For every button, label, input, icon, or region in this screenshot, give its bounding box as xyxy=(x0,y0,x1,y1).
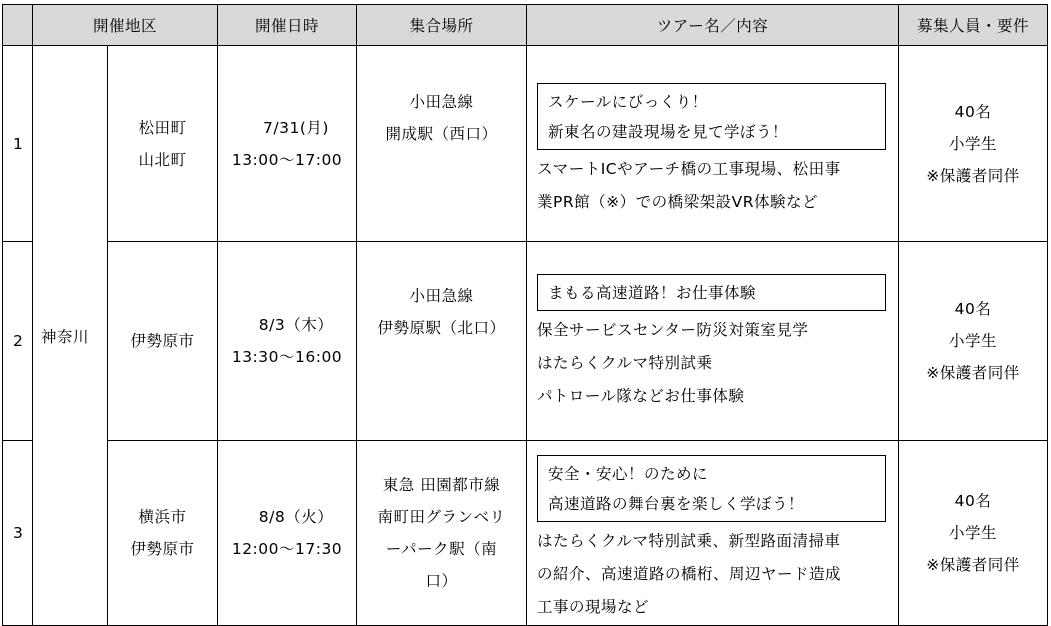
meeting-place-cell xyxy=(357,441,527,626)
recruitment-cell xyxy=(899,242,1048,441)
tour-name-line: スケールにびっくり！ xyxy=(548,93,708,111)
city-cell xyxy=(108,242,218,441)
place-line: 伊勢原駅（北口） xyxy=(377,319,506,337)
place-line: 東急 田園都市線 xyxy=(382,476,501,494)
header-recruitment: 募集人員・要件 xyxy=(899,5,1048,46)
recruitment-cell xyxy=(899,441,1048,626)
note-text: ※保護者同伴 xyxy=(926,166,1020,185)
detail-line: 業PR館（※）での橋梁架設VR体験など xyxy=(537,193,818,211)
date-text: 8/3（木） xyxy=(258,316,334,334)
detail-line: パトロール隊などお仕事体験 xyxy=(537,387,745,405)
detail-line: はたらくクルマ特別試乗、新型路面清掃車 xyxy=(537,532,841,550)
capacity-text: 40名 xyxy=(954,300,992,318)
table-row xyxy=(3,242,1048,441)
place-line: ーパーク駅（南 xyxy=(385,540,498,558)
table-row xyxy=(3,441,1048,626)
prefecture-cell: 神奈川 xyxy=(33,46,108,626)
tour-content-cell xyxy=(527,46,899,242)
place-line: 口） xyxy=(425,572,458,590)
meeting-place-cell xyxy=(357,242,527,441)
tour-details xyxy=(537,525,886,624)
target-text: 小学生 xyxy=(948,524,997,542)
capacity-text: 40名 xyxy=(954,492,992,510)
tour-name-box xyxy=(537,455,886,522)
capacity-text: 40名 xyxy=(954,102,992,121)
city-line: 横浜市 xyxy=(138,508,187,526)
city-line: 山北町 xyxy=(138,150,187,169)
time-text: 13:30～16:00 xyxy=(231,348,343,366)
tour-name-line: 安全・安心！のために xyxy=(548,465,709,483)
tour-details xyxy=(537,153,886,219)
place-line: 南町田グランベリ xyxy=(377,508,506,526)
header-datetime: 開催日時 xyxy=(218,5,357,46)
tour-name-line: 高速道路の舞台裏を楽しく学ぼう！ xyxy=(548,495,805,513)
city-cell xyxy=(108,441,218,626)
place-line: 小田急線 xyxy=(409,287,474,305)
row-number: 1 xyxy=(3,46,33,242)
header-meeting-place: 集合場所 xyxy=(357,5,527,46)
tour-content-cell xyxy=(527,441,899,626)
detail-line: の紹介、高速道路の橋桁、周辺ヤード造成 xyxy=(537,565,842,583)
row-number: 3 xyxy=(3,441,33,626)
note-text: ※保護者同伴 xyxy=(926,364,1020,382)
place-line: 開成駅（西口） xyxy=(385,125,498,143)
date-text: 7/31(月) xyxy=(263,118,329,137)
city-cell xyxy=(108,46,218,242)
detail-line: スマートICやアーチ橋の工事現場、松田事 xyxy=(537,160,841,178)
table-row xyxy=(3,46,1048,242)
header-area: 開催地区 xyxy=(33,5,218,46)
tour-content-cell xyxy=(527,242,899,441)
detail-line: 保全サービスセンター防災対策室見学 xyxy=(537,321,809,339)
tour-schedule-table xyxy=(2,4,1048,626)
place-line: 小田急線 xyxy=(409,93,474,111)
date-text: 8/8（火） xyxy=(258,508,334,526)
meeting-place-cell xyxy=(357,46,527,242)
row-number: 2 xyxy=(3,242,33,441)
datetime-cell xyxy=(218,46,357,242)
tour-name-box xyxy=(537,274,886,311)
target-text: 小学生 xyxy=(948,332,997,350)
time-text: 13:00～17:00 xyxy=(231,150,343,169)
header-tour-content: ツアー名／内容 xyxy=(527,5,899,46)
datetime-cell xyxy=(218,242,357,441)
tour-details xyxy=(537,314,886,413)
datetime-cell xyxy=(218,441,357,626)
city-line: 伊勢原市 xyxy=(130,540,195,558)
recruitment-cell xyxy=(899,46,1048,242)
detail-line: はたらくクルマ特別試乗 xyxy=(537,354,713,372)
time-text: 12:00～17:30 xyxy=(231,540,343,558)
note-text: ※保護者同伴 xyxy=(926,556,1020,574)
header-blank xyxy=(3,5,33,46)
city-line: 伊勢原市 xyxy=(130,332,195,350)
target-text: 小学生 xyxy=(948,134,997,153)
city-line: 松田町 xyxy=(138,118,187,137)
tour-name-line: 新東名の建設現場を見て学ぼう！ xyxy=(548,123,789,141)
header-row xyxy=(3,5,1048,46)
tour-name-box xyxy=(537,83,886,150)
tour-name-line: まもる高速道路！お仕事体験 xyxy=(548,284,757,302)
detail-line: 工事の現場など xyxy=(537,598,650,616)
